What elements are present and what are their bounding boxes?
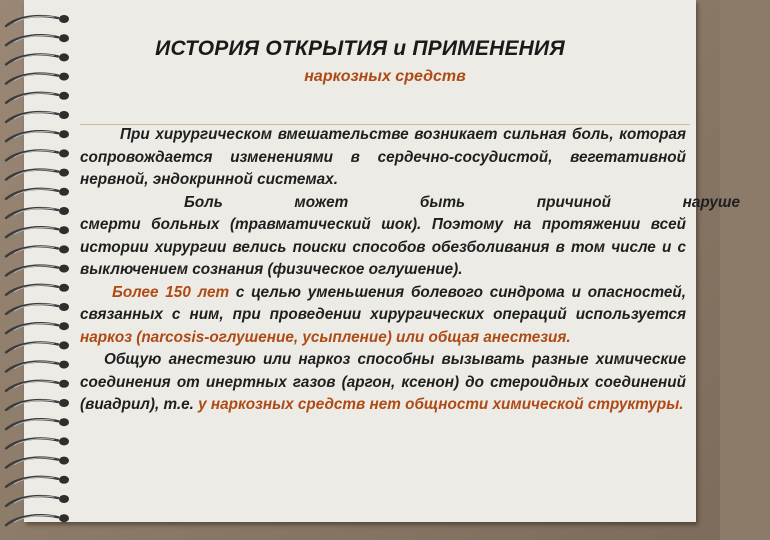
binding-hole: [59, 284, 69, 292]
paragraph-1: При хирургическом вмешательстве возникает сильная боль, которая сопровождается изменениями в сердечно-сосудистой, вегетативной нервной, эндокринной системах.: [80, 126, 686, 188]
binding-hole: [59, 149, 69, 157]
binding-ring: [6, 304, 58, 314]
binding-hole: [59, 265, 69, 273]
binding-ring: [6, 246, 58, 256]
slide-title: ИСТОРИЯ ОТКРЫТИЯ и ПРИМЕНЕНИЯ: [155, 37, 565, 60]
binding-ring: [6, 285, 58, 295]
binding-ring: [6, 93, 58, 103]
binding-ring: [6, 150, 58, 160]
binding-hole: [59, 437, 69, 445]
word: причиной: [536, 193, 611, 211]
binding-ring: [6, 477, 58, 487]
binding-ring: [6, 496, 58, 506]
binding-ring: [6, 170, 58, 180]
binding-hole: [59, 111, 69, 119]
binding-hole: [59, 207, 69, 215]
paragraph-2-first-line: [80, 192, 740, 215]
binding-hole: [59, 399, 69, 407]
binding-ring: [6, 131, 58, 141]
binding-hole: [59, 341, 69, 349]
binding-hole: [59, 130, 69, 138]
body-text: [80, 124, 740, 417]
word: быть: [419, 193, 466, 211]
binding-ring: [6, 323, 58, 333]
paragraph-4: [80, 349, 686, 417]
binding-hole: [59, 418, 69, 426]
word: может: [294, 193, 349, 211]
binding-ring: [6, 438, 58, 448]
binding-hole: [59, 226, 69, 234]
binding-ring: [6, 266, 58, 276]
paragraph-3: [80, 282, 686, 350]
binding-hole: [59, 169, 69, 177]
slide-subtitle: наркозных средств: [304, 68, 466, 85]
binding-hole: [59, 322, 69, 330]
binding-ring: [6, 419, 58, 429]
binding-ring: [6, 342, 58, 352]
highlight-text: Более 150 лет: [112, 283, 230, 301]
binding-hole: [59, 361, 69, 369]
highlight-text: наркоз (narcosis-оглушение, усыпление) или общая анестезия.: [80, 328, 571, 346]
binding-hole: [59, 15, 69, 23]
paragraph-3-middle: с целью уменьшения болевого синдрома и опасностей, связанных с ним, при проведении хирургических операций используется: [80, 283, 687, 323]
binding-ring: [6, 112, 58, 122]
binding-ring: [6, 208, 58, 218]
paragraph-4-start: Общую анестезию или наркоз способны вызывать разные химические соединения от инертных газов (аргон, ксенон) до стероидных соединений (виадрил), т.е.: [80, 351, 686, 413]
binding-hole: [59, 514, 69, 522]
binding-hole: [59, 495, 69, 503]
binding-ring: [6, 189, 58, 199]
word: наруше: [682, 193, 740, 211]
binding-ring: [6, 458, 58, 468]
binding-hole: [59, 303, 69, 311]
binding-ring: [6, 227, 58, 237]
binding-hole: [59, 457, 69, 465]
binding-hole: [59, 380, 69, 388]
binding-ring: [6, 381, 58, 391]
binding-ring: [6, 16, 58, 26]
word: Боль: [184, 193, 223, 211]
highlight-text: у наркозных средств нет общности химической структуры.: [198, 396, 684, 413]
binding-ring: [6, 515, 58, 525]
paragraph-2: смерти больных (травматический шок). Поэтому на протяжении всей истории хирургии велись поиски способов обезболивания в том числе и с выключением сознания (физическое оглушение).: [80, 216, 686, 278]
binding-hole: [59, 188, 69, 196]
binding-hole: [59, 92, 69, 100]
binding-hole: [59, 476, 69, 484]
binding-hole: [59, 245, 69, 253]
binding-ring: [6, 400, 58, 410]
binding-ring: [6, 362, 58, 372]
